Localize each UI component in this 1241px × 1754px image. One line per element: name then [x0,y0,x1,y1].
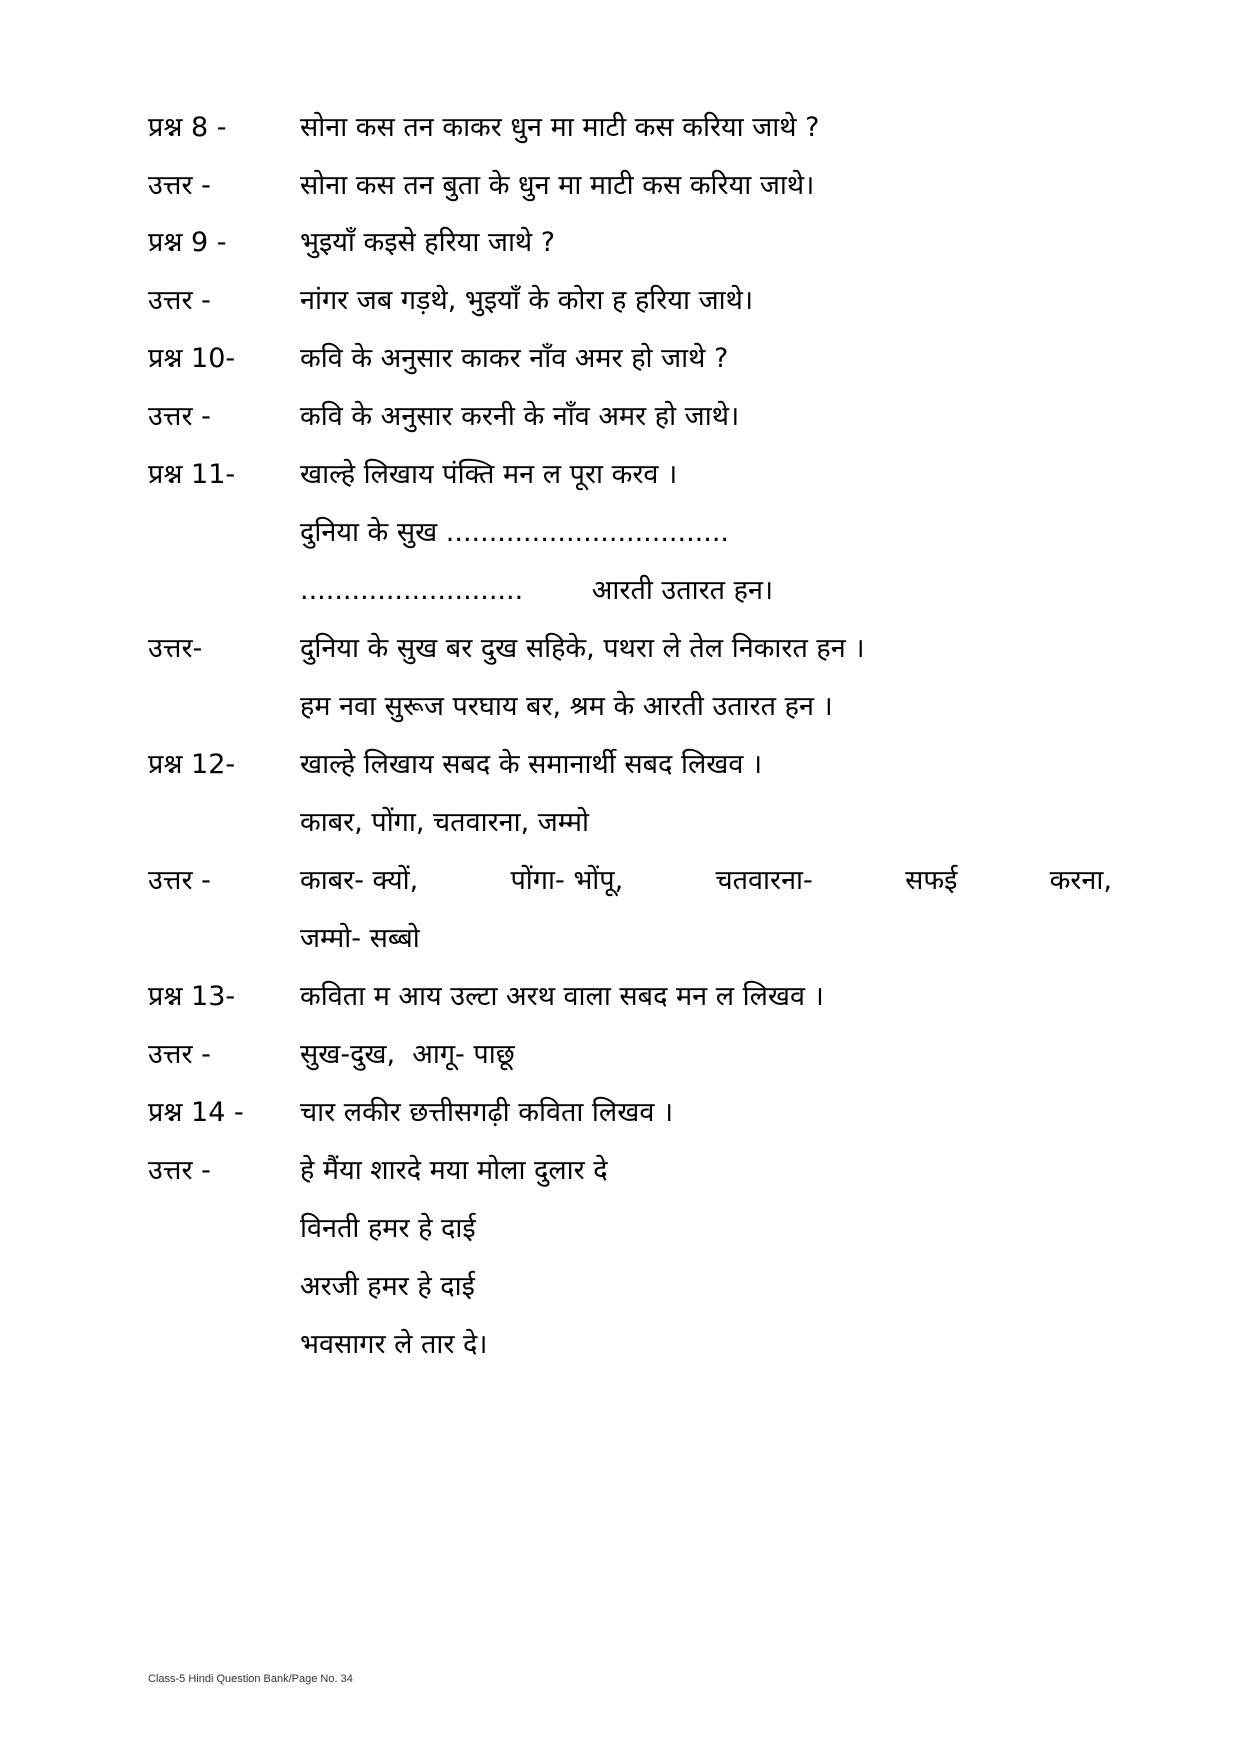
answer-label: उत्तर - [148,170,211,201]
question-8 [0,103,1241,153]
question-13 [0,972,1241,1022]
question-12 [0,740,1241,790]
answer-11 [0,624,1241,674]
answer-word: सफई [905,865,958,896]
question-label: प्रश्न 10- [148,343,236,374]
question-12-words [0,798,1241,848]
answer-12 [0,856,1241,906]
answer-word: करना, [1049,865,1112,896]
question-11-line-1 [0,508,1241,558]
answer-word: चतवारना- [715,865,813,896]
answer-text: हम नवा सुरूज परघाय बर, श्रम के आरती उतारत हन । [300,691,833,722]
answer-text: सुख-दुख, आगू- पाछू [300,1039,515,1070]
answer-8 [0,161,1241,211]
answer-14-line-2 [0,1204,1241,1254]
answer-justified-text [300,856,1112,906]
answer-text: नांगर जब गड़थे, भुइयाँ के कोरा ह हरिया जाथे। [300,285,754,316]
question-text: भुइयाँ कइसे हरिया जाथे ? [300,227,556,258]
question-text: सोना कस तन काकर धुन मा माटी कस करिया जाथे ? [300,112,820,143]
fill-in-line: .......................... आरती उतारत हन। [300,575,774,606]
answer-10 [0,392,1241,442]
answer-text: सोना कस तन बुता के धुन मा माटी कस करिया जाथे। [300,170,815,201]
question-label: प्रश्न 12- [148,749,236,780]
answer-12-line-2 [0,914,1241,964]
question-text: खाल्हे लिखाय पंक्ति मन ल पूरा करव । [300,459,678,490]
question-text: चार लकीर छत्तीसगढ़ी कविता लिखव । [300,1097,674,1128]
question-text: कवि के अनुसार काकर नाँव अमर हो जाथे ? [300,343,729,374]
answer-label: उत्तर - [148,285,211,316]
answer-14 [0,1146,1241,1196]
question-label: प्रश्न 9 - [148,227,227,258]
answer-14-line-4 [0,1320,1241,1370]
answer-text: दुनिया के सुख बर दुख सहिके, पथरा ले तेल निकारत हन । [300,633,865,664]
answer-text: जम्मो- सब्बो [300,923,420,954]
answer-label: उत्तर - [148,401,211,432]
fill-in-line: दुनिया के सुख ................................. [300,517,730,548]
poem-line: हे मैंया शारदे मया मोला दुलार दे [300,1155,608,1186]
answer-label: उत्तर - [148,1039,211,1070]
answer-14-line-3 [0,1262,1241,1312]
question-text: खाल्हे लिखाय सबद के समानार्थी सबद लिखव । [300,749,763,780]
question-label: प्रश्न 14 - [148,1097,244,1128]
poem-line: अरजी हमर हे दाई [300,1271,475,1302]
answer-label: उत्तर - [148,1155,211,1186]
page-footer: Class-5 Hindi Question Bank/Page No. 34 [148,1673,353,1685]
question-label: प्रश्न 11- [148,459,236,490]
poem-line: भवसागर ले तार दे। [300,1329,488,1360]
answer-label: उत्तर- [148,633,203,664]
answer-word: पोंगा- भोंपू, [510,865,624,896]
answer-13 [0,1030,1241,1080]
question-11-line-2 [0,566,1241,616]
answer-text: कवि के अनुसार करनी के नाँव अमर हो जाथे। [300,401,740,432]
question-text: कविता म आय उल्टा अरथ वाला सबद मन ल लिखव । [300,981,824,1012]
question-9 [0,218,1241,268]
question-10 [0,334,1241,384]
answer-label: उत्तर - [148,865,211,896]
question-14 [0,1088,1241,1138]
question-label: प्रश्न 13- [148,981,236,1012]
question-label: प्रश्न 8 - [148,112,227,143]
answer-word: काबर- क्यों, [300,865,419,896]
word-list: काबर, पोंगा, चतवारना, जम्मो [300,807,590,838]
answer-11-line-2 [0,682,1241,732]
answer-9 [0,276,1241,326]
poem-line: विनती हमर हे दाई [300,1213,476,1244]
question-11 [0,450,1241,500]
